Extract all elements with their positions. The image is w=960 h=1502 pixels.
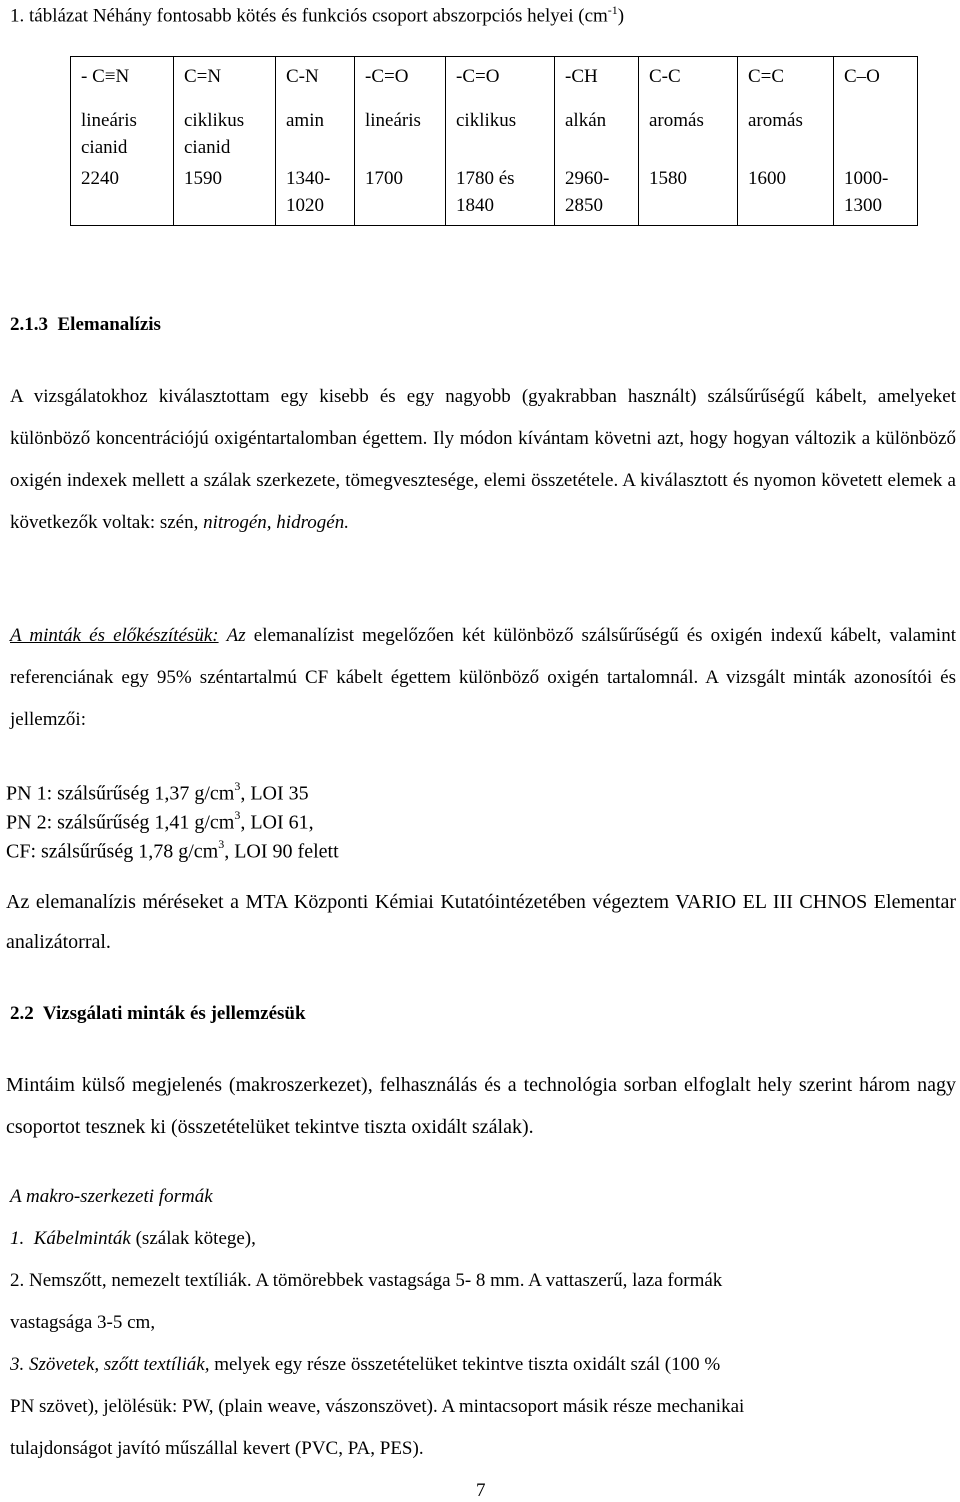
- absorption-table: [70, 56, 918, 226]
- table-cell: 1000-1300: [834, 161, 918, 226]
- table-cell: 1340-1020: [276, 161, 355, 226]
- table-cell: aromás: [738, 103, 834, 161]
- list-item-3: 3. Szövetek, szőtt textíliák, melyek egy része összetételüket tekintve tiszta oxidált szál (100 %: [10, 1354, 721, 1375]
- table-cell: 2240: [71, 161, 174, 226]
- table-cell: 1600: [738, 161, 834, 226]
- table-header-cell: - C≡N: [71, 57, 174, 104]
- table-header-cell: -C=O: [446, 57, 555, 104]
- paragraph-sample-groups: Mintáim külső megjelenés (makroszerkezet), felhasználás és a technológia sorban elfoglalt hely szerint három nagy csoportot tesznek ki (összetételüket tekintve tiszta oxidált szálak).: [6, 1074, 956, 1138]
- table-cell: amin: [276, 103, 355, 161]
- table-cell: ciklikus: [446, 103, 555, 161]
- table-cell: 2960-2850: [555, 161, 639, 226]
- macro-forms-heading: A makro-szerkezeti formák: [10, 1186, 213, 1207]
- table-cell: ciklikus cianid: [174, 103, 276, 161]
- table-cell: 1580: [639, 161, 738, 226]
- table-cell: alkán: [555, 103, 639, 161]
- table-cell: aromás: [639, 103, 738, 161]
- table-caption: 1. táblázat Néhány fontosabb kötés és funkciós csoport abszorpciós helyei $(cm^{-1})$: [10, 3, 625, 27]
- list-item-2-cont: vastagsága 3-5 cm,: [10, 1312, 156, 1333]
- samples-label: A minták és előkészítésük:: [10, 625, 219, 646]
- table-header-cell: C=C: [738, 57, 834, 104]
- paragraph-measurement-note: Az elemanalízis méréseket a MTA Központi Kémiai Kutatóintézetében végeztem VARIO EL III CHNOS Elementar analizátorral.: [6, 891, 956, 953]
- table-cell: lineáris: [355, 103, 446, 161]
- table-cell: lineáris cianid: [71, 103, 174, 161]
- table-header-cell: C-C: [639, 57, 738, 104]
- table-header-cell: C=N: [174, 57, 276, 104]
- paragraph-elemanalysis-intro: A vizsgálatokhoz kiválasztottam egy kisebb és egy nagyobb (gyakrabban használt) szálsűrűségű kábelt, amelyeket különböző koncentrációjú oxigéntartalomban égettem. Ily módon kívántam követni azt, hogy hogyan változik a különböző oxigén indexek mellett a szálak szerkezete, tömegvesztesége, elemi összetétele. A kiválasztott és nyomon követett elemek a következők voltak: szén, nitrogén, hidrogén.: [10, 386, 956, 533]
- table-header-cell: -C=O: [355, 57, 446, 104]
- table-cell: [834, 103, 918, 161]
- table-type-row: [71, 103, 918, 161]
- list-item-3-cont: PN szövet), jelölésük: PW, (plain weave, vászonszövet). A mintacsoport másik része mechanikai: [10, 1396, 745, 1417]
- list-item-2: 2. Nemszőtt, nemezelt textíliák. A tömörebbek vastagsága 5- 8 mm. A vattaszerű, laza formák: [10, 1270, 723, 1291]
- sample-line-pn1: PN 1: szálsűrűség 1,37 $g/cm^3$, LOI 35: [6, 779, 309, 805]
- table-cell: 1700: [355, 161, 446, 226]
- table-header-cell: C-N: [276, 57, 355, 104]
- table-cell: 1780 és 1840: [446, 161, 555, 226]
- table-cell: 1590: [174, 161, 276, 226]
- page-number: 7: [476, 1480, 486, 1501]
- table-header-cell: C–O: [834, 57, 918, 104]
- paragraph-samples-preparation: A minták és előkészítésük: Az elemanalízist megelőzően két különböző szálsűrűségű és oxigén indexű kábelt, valamint referenciának egy 95% széntartalmú CF kábelt égettem különböző oxigén tartalomnál. A vizsgált minták azonosítói és jellemzői:: [10, 625, 956, 730]
- sample-line-pn2: PN 2: szálsűrűség 1,41 $g/cm^3$, LOI 61,: [6, 808, 314, 834]
- list-item-1: 1. Kábelminták (szálak kötege),: [10, 1228, 256, 1249]
- section-heading-2-2: 2.2 Vizsgálati minták és jellemzésük: [10, 1003, 306, 1024]
- table-value-row: [71, 161, 918, 226]
- section-heading-2-1-3: 2.1.3 Elemanalízis: [10, 314, 161, 335]
- sample-line-cf: CF: szálsűrűség 1,78 $g/cm^3$, LOI 90 felett: [6, 837, 339, 863]
- table-header-row: [71, 57, 918, 104]
- table-header-cell: -CH: [555, 57, 639, 104]
- list-item-3-cont2: tulajdonságot javító műszállal kevert (PVC, PA, PES).: [10, 1438, 424, 1459]
